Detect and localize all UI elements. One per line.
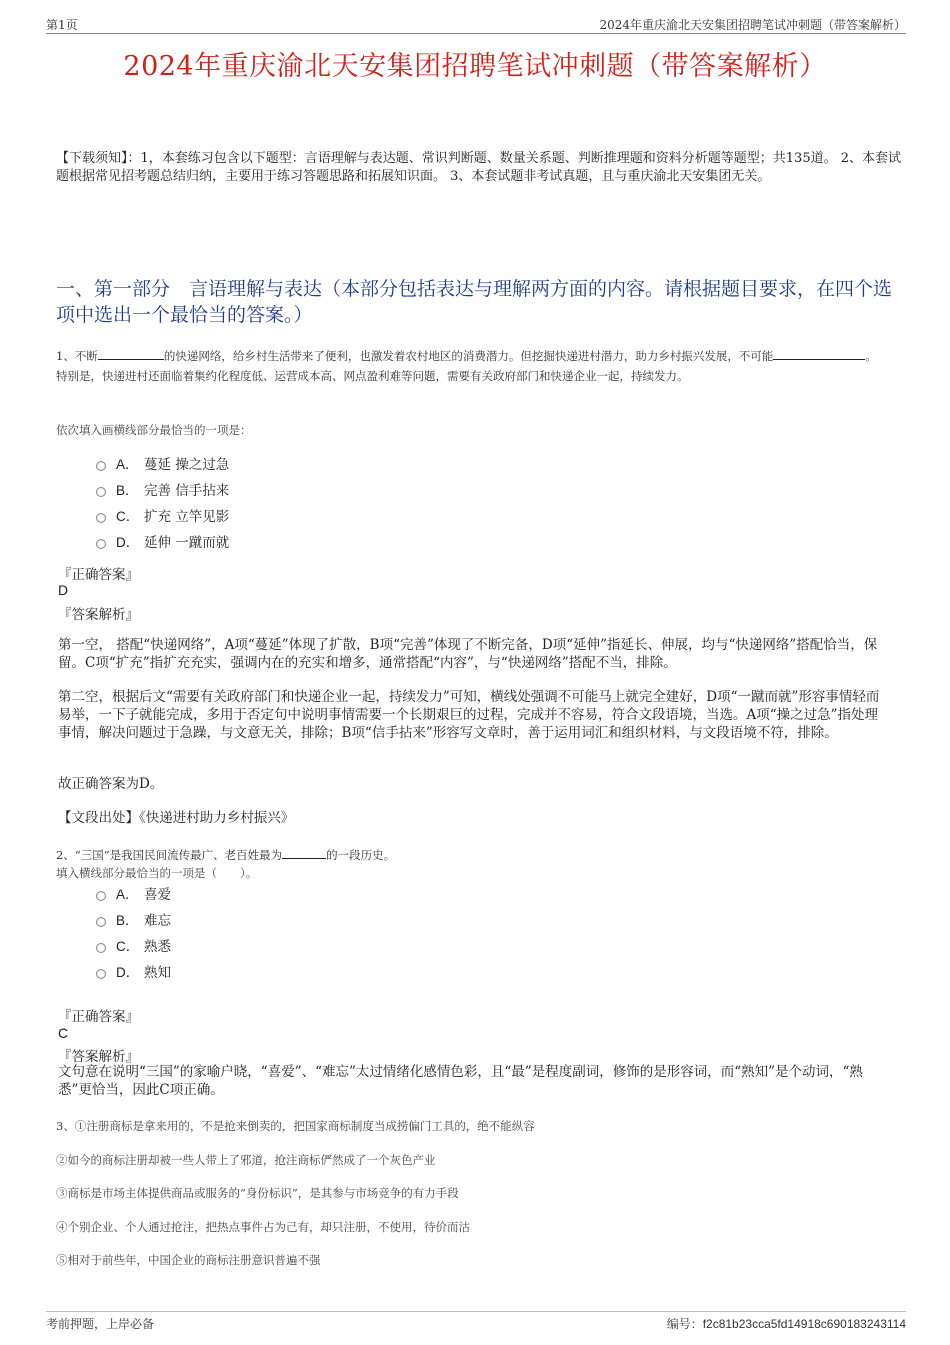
footer-divider — [46, 1311, 906, 1312]
option-b[interactable]: B． 完善 信手拈来 — [96, 481, 229, 501]
page-number: 第1页 — [46, 18, 78, 32]
footer-slogan: 考前押题，上岸必备 — [46, 1317, 155, 1331]
analysis-conclusion: 故正确答案为D。 — [58, 776, 164, 792]
question-3-item-1: 3、①注册商标是拿来用的，不是抢来倒卖的，把国家商标制度当成捞偏门工具的，绝不能纵容 — [56, 1119, 535, 1133]
option-a[interactable]: A． 喜爱 — [96, 885, 171, 905]
radio-icon[interactable] — [96, 461, 106, 471]
radio-icon[interactable] — [96, 891, 106, 901]
question-3-item-5: ⑤相对于前些年，中国企业的商标注册意识普遍不强 — [56, 1253, 321, 1267]
page-title: 2024年重庆渝北天安集团招聘笔试冲刺题（带答案解析） — [123, 51, 827, 82]
question-3-item-4: ④个别企业、个人通过抢注，把热点事件占为己有，却只注册，不使用，待价而沽 — [56, 1220, 470, 1234]
question-2-prompt: 填入横线部分最恰当的一项是（ ）。 — [56, 866, 258, 880]
question-1-stem — [56, 346, 886, 386]
analysis-paragraph: 文句意在说明“三国”的家喻户晓，“喜爱”、“难忘”太过情绪化感情色彩，且“最”是程度副词，修饰的是形容词，而“熟知”是个动词，“熟悉”更恰当，因此C项正确。 — [58, 1064, 863, 1098]
option-c[interactable]: C． 扩充 立竿见影 — [96, 507, 229, 527]
question-2-stem-part-b: 的一段历史。 — [326, 848, 396, 862]
fill-blank-3 — [282, 845, 326, 859]
radio-icon[interactable] — [96, 969, 106, 979]
question-1-stem-part-b: 的快递网络，给乡村生活带来了便利，也激发着农村地区的消费潜力。但挖掘快递进村潜力，助力乡村振兴发展，不可能 — [163, 349, 774, 363]
correct-answer-value: D — [58, 582, 69, 598]
radio-icon[interactable] — [96, 539, 106, 549]
section-heading: 一、第一部分 言语理解与表达（本部分包括表达与理解两方面的内容。请根据题目要求，在四个选项中选出一个最恰当的答案。） — [56, 278, 893, 326]
footer-code-label: 编号： — [666, 1317, 703, 1331]
analysis-paragraph-1: 第一空， 搭配“快递网络”，A项“蔓延”体现了扩散，B项“完善”体现了不断完备，D项“延伸”指延长、伸展，均与“快递网络”搭配恰当，保留。C项“扩充”指扩充充实，强调内在的充实和增多，通常搭配“内容”，与“快递网络”搭配不当，排除。 — [58, 637, 878, 671]
question-1-prompt: 依次填入画横线部分最恰当的一项是： — [56, 423, 252, 437]
option-a[interactable]: A． 蔓延 操之过急 — [96, 455, 229, 475]
analysis-label: 『答案解析』 — [58, 1049, 139, 1065]
question-1-stem-part-a: 1、不断 — [56, 349, 98, 363]
header-divider — [46, 33, 906, 34]
option-d[interactable]: D． 熟知 — [96, 963, 171, 983]
footer-code-value: f2c81b23cca5fd14918c690183243114 — [702, 1317, 906, 1331]
analysis-paragraph-2: 第二空，根据后文“需要有关政府部门和快递企业一起，持续发力”可知，横线处强调不可能马上就完全建好，D项“一蹴而就”形容事情轻而易举，一下子就能完成，多用于否定句中说明事情需要一个长期艰巨的过程，完成并不容易，符合文段语境，当选。A项“操之过急”指处理事情，解决问题过于急躁，与文意无关，排除；B项“信手拈来”形容写文章时，善于运用词汇和组织材料，与文段语境不符，排除。 — [58, 689, 880, 741]
correct-answer-label: 『正确答案』 — [58, 1009, 139, 1025]
radio-icon[interactable] — [96, 513, 106, 523]
radio-icon[interactable] — [96, 917, 106, 927]
download-notice: 【下载须知】：1，本套练习包含以下题型：言语理解与表达题、常识判断题、数量关系题、判断推理题和资料分析题等题型；共135道。 2、本套试题根据常见招考题总结归纳，主要用于练习答题思路和拓展知识面。 3、本套试题非考试真题，且与重庆渝北天安集团无关。 — [56, 151, 901, 184]
question-2-stem — [56, 845, 395, 865]
question-2-options — [96, 885, 171, 983]
radio-icon[interactable] — [96, 487, 106, 497]
footer-code — [667, 1315, 906, 1332]
header-doc-title: 2024年重庆渝北天安集团招聘笔试冲刺题（带答案解析） — [599, 18, 906, 32]
fill-blank-2 — [773, 346, 865, 360]
analysis-label: 『答案解析』 — [58, 607, 139, 623]
option-c[interactable]: C． 熟悉 — [96, 937, 171, 957]
question-1-stem-part-c: 。特别是，快递进村还面临着集约化程度低、运营成本高、网点盈利难等问题，需要有关政府部门和快递企业一起，持续发力。 — [56, 349, 877, 383]
fill-blank-1 — [98, 346, 164, 360]
correct-answer-value: C — [58, 1025, 69, 1041]
question-3-item-2: ②如今的商标注册却被一些人带上了邪道，抢注商标俨然成了一个灰色产业 — [56, 1153, 436, 1167]
option-b[interactable]: B． 难忘 — [96, 911, 171, 931]
correct-answer-label: 『正确答案』 — [58, 567, 139, 583]
question-3-item-3: ③商标是市场主体提供商品或服务的“身份标识”，是其参与市场竞争的有力手段 — [56, 1186, 459, 1200]
passage-source: 【文段出处】《快递进村助力乡村振兴》 — [58, 810, 295, 826]
radio-icon[interactable] — [96, 943, 106, 953]
question-1-options — [96, 455, 229, 553]
option-d[interactable]: D． 延伸 一蹴而就 — [96, 533, 229, 553]
question-2-stem-part-a: 2、“三国”是我国民间流传最广、老百姓最为 — [56, 848, 283, 862]
